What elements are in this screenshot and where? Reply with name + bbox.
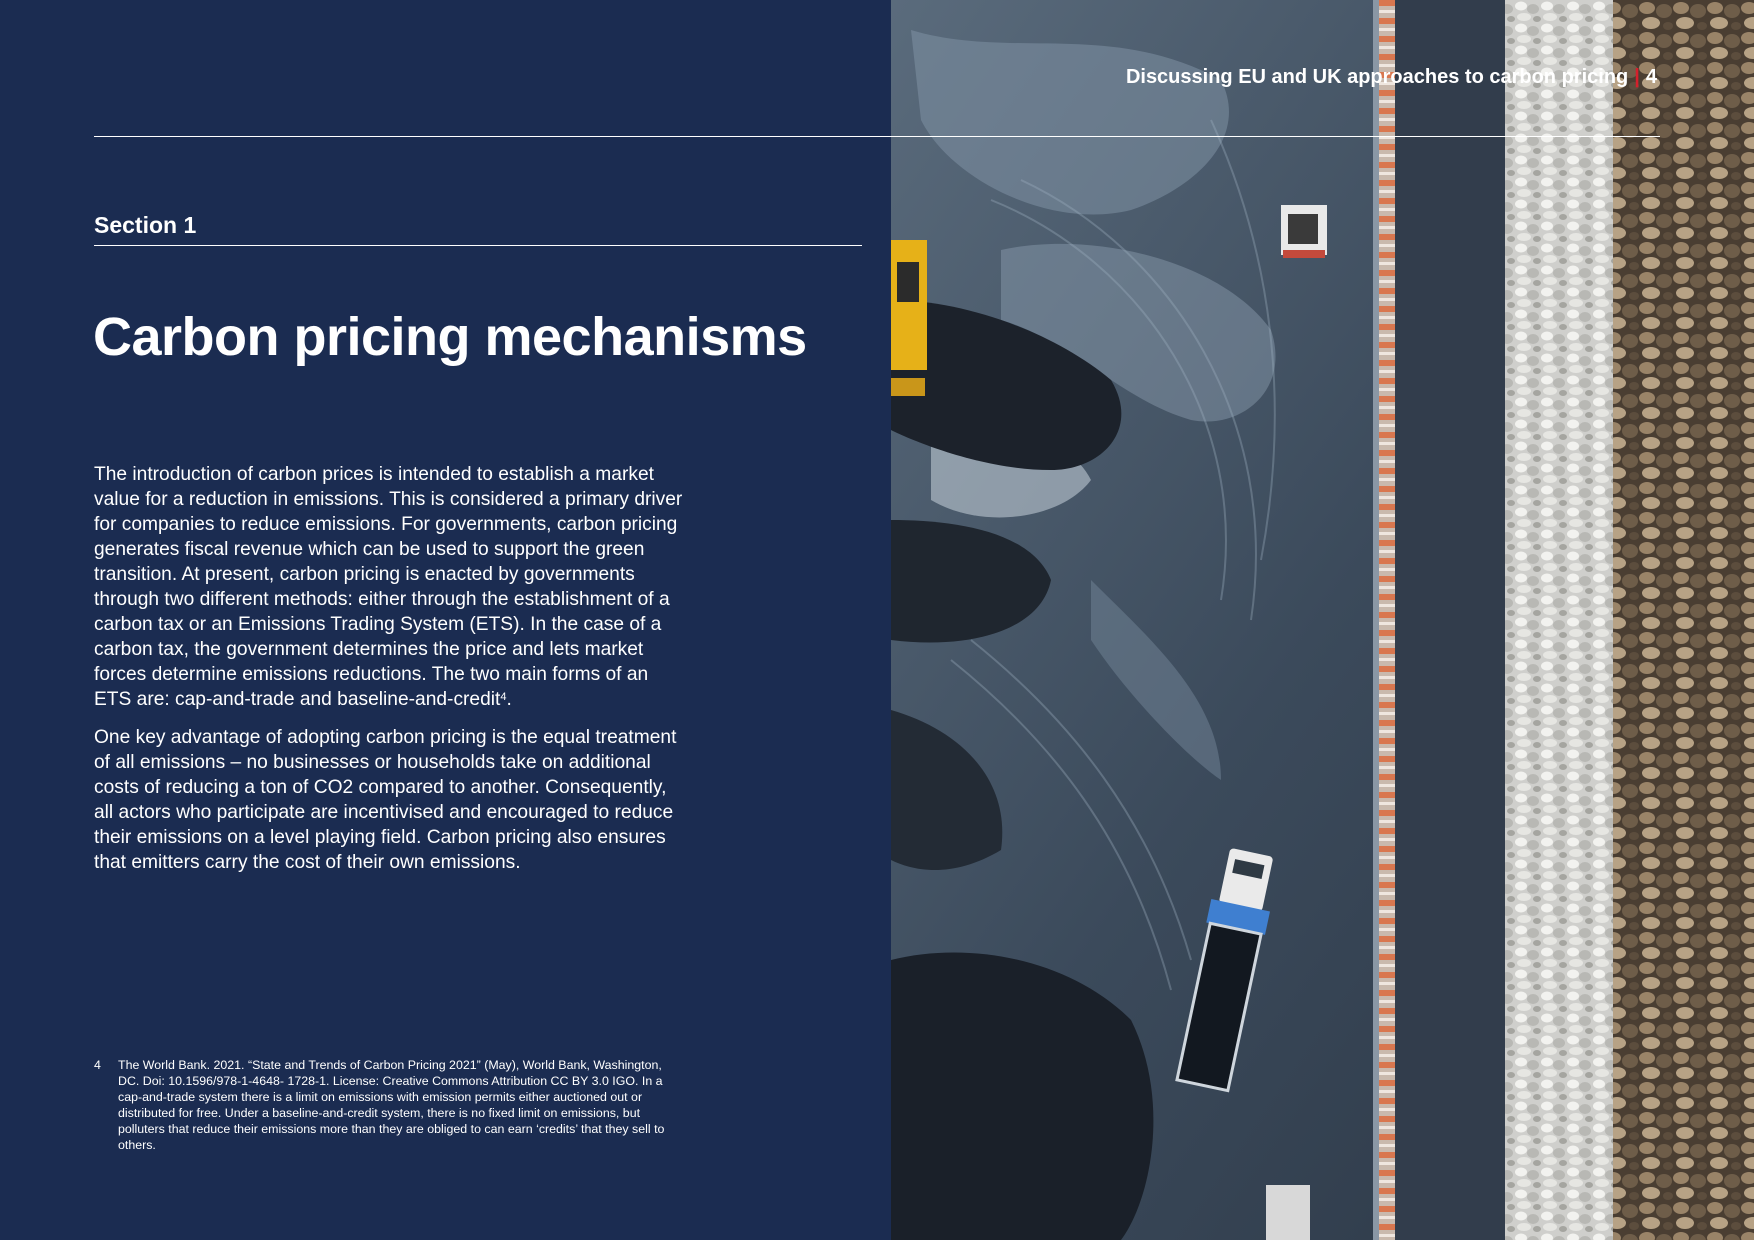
body-text [94, 462, 684, 888]
page-title: Carbon pricing mechanisms [93, 307, 807, 367]
section-label: Section 1 [94, 212, 197, 238]
paragraph: One key advantage of adopting carbon pricing is the equal treatment of all emissions – no businesses or households take on additional costs of reducing a ton of CO2 compared to another. Consequently, all actors who participate are incentivised and encouraged to reduce their emissions on a level playing field. Carbon pricing also ensures that emitters carry the cost of their own emissions. [94, 727, 677, 873]
running-header [1126, 64, 1657, 90]
footnote [94, 1057, 684, 1153]
footnote-reference: 4 [500, 691, 507, 703]
aerial-coal-yard-photo [891, 0, 1754, 1240]
paragraph-text: The introduction of carbon prices is intended to establish a market value for a reduction in emissions. This is considered a primary driver for companies to reduce emissions. For governments, carbon pricing generates fiscal revenue which can be used to support the green transition. At present, carbon pricing is enacted by governments through two different methods: either through the establishment of a carbon tax or an Emissions Trading System (ETS). In the case of a carbon tax, the government determines the price and lets market forces determine emissions reductions. The two main forms of an ETS are: cap-and-trade and baseline-and-credit [94, 464, 683, 710]
header-separator: | [1634, 66, 1640, 88]
paragraph-end: . [506, 689, 512, 710]
footnote-text: The World Bank. 2021. “State and Trends of Carbon Pricing 2021” (May), World Bank, Washington, DC. Doi: 10.1596/978-1-4648- 1728-1. License: Creative Commons Attribution CC BY 3.0 IGO. In a cap-and-trade system there is a limit on emissions with emission permits either auctioned out or distributed for free. Under a baseline-and-credit system, there is no fixed limit on emissions, but polluters that reduce their emissions more than they are obliged to can earn ‘credits’ that they sell to others. [118, 1058, 665, 1152]
page-number: 4 [1645, 66, 1657, 88]
section-divider [94, 245, 862, 246]
footnote-number: 4 [94, 1058, 101, 1072]
paragraph [94, 462, 684, 712]
document-title: Discussing EU and UK approaches to carbon pricing [1125, 66, 1629, 88]
header-divider [94, 136, 1660, 137]
